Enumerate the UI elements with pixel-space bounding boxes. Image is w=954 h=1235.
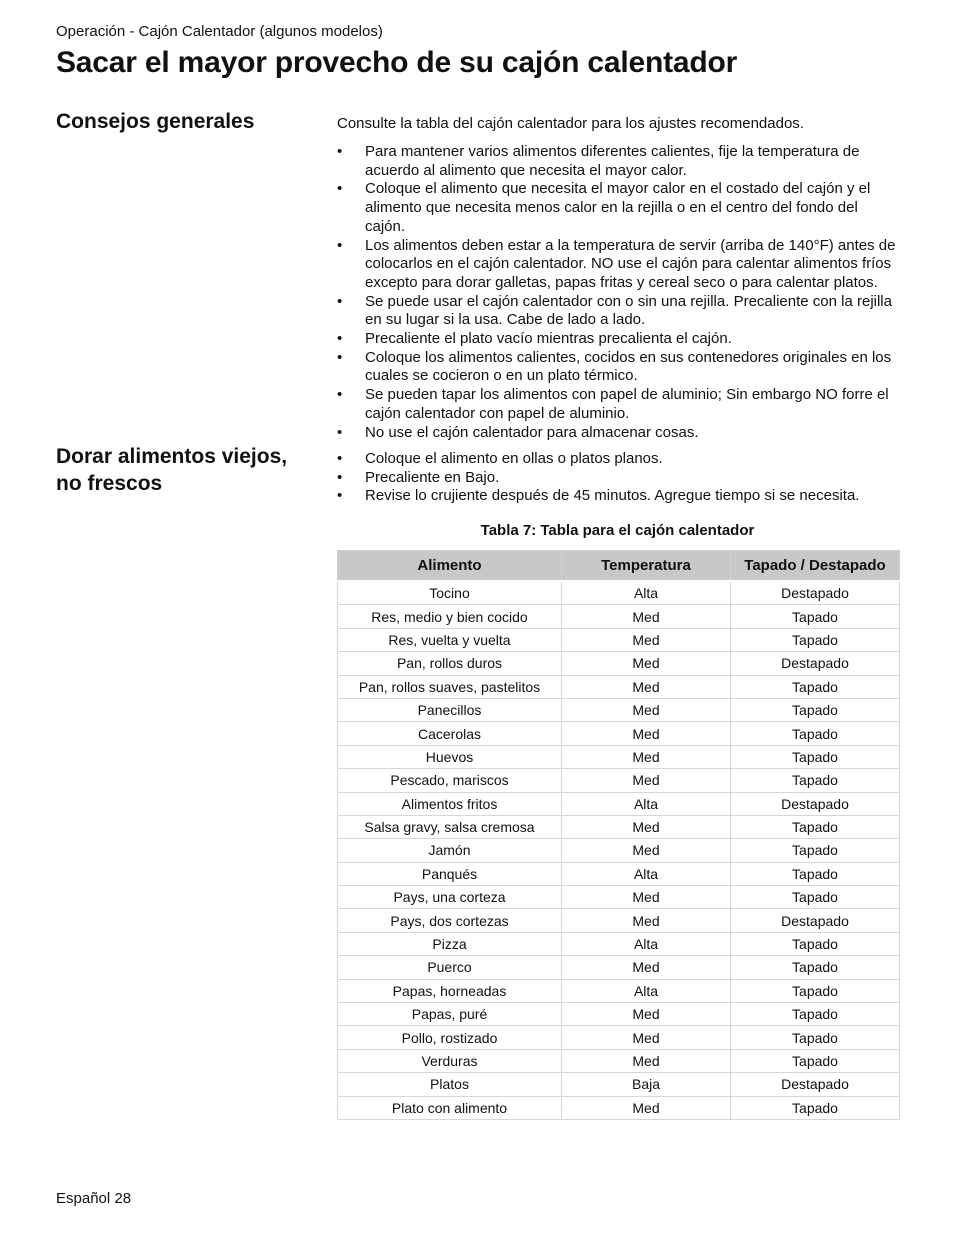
table-cell: Med bbox=[562, 652, 731, 675]
table-cell: Platos bbox=[338, 1073, 562, 1096]
table-cell: Pollo, rostizado bbox=[338, 1026, 562, 1049]
table-cell: Alta bbox=[562, 979, 731, 1002]
table-cell: Tapado bbox=[731, 979, 900, 1002]
table-row bbox=[338, 652, 900, 675]
section-heading-consejos: Consejos generales bbox=[56, 110, 255, 133]
table-row bbox=[338, 956, 900, 979]
table-cell: Med bbox=[562, 769, 731, 792]
table-cell: Med bbox=[562, 722, 731, 745]
column-header-tapado: Tapado / Destapado bbox=[731, 551, 900, 582]
table-row bbox=[338, 675, 900, 698]
table-cell: Destapado bbox=[731, 652, 900, 675]
table-row bbox=[338, 862, 900, 885]
list-item: • Coloque el alimento en ollas o platos planos. bbox=[337, 450, 899, 469]
table-cell: Pescado, mariscos bbox=[338, 769, 562, 792]
table-cell: Tapado bbox=[731, 722, 900, 745]
table-cell: Tapado bbox=[731, 932, 900, 955]
table-cell: Med bbox=[562, 675, 731, 698]
list-item: • Se pueden tapar los alimentos con papel de aluminio; Sin embargo NO forre el cajón calentador con papel de aluminio. bbox=[337, 386, 899, 423]
table-cell: Tapado bbox=[731, 605, 900, 628]
table-cell: Verduras bbox=[338, 1049, 562, 1072]
table-row bbox=[338, 1003, 900, 1026]
table-cell: Tapado bbox=[731, 1026, 900, 1049]
table-cell: Med bbox=[562, 886, 731, 909]
list-item: • Se puede usar el cajón calentador con o sin una rejilla. Precaliente con la rejilla en su lugar si la usa. Cabe de lado a lado. bbox=[337, 293, 899, 330]
table-cell: Pays, una corteza bbox=[338, 886, 562, 909]
running-header: Operación - Cajón Calentador (algunos modelos) bbox=[56, 23, 383, 40]
table-cell: Destapado bbox=[731, 909, 900, 932]
table-cell: Alimentos fritos bbox=[338, 792, 562, 815]
table-row bbox=[338, 909, 900, 932]
table-cell: Pan, rollos suaves, pastelitos bbox=[338, 675, 562, 698]
column-header-temperatura: Temperatura bbox=[562, 551, 731, 582]
table-cell: Baja bbox=[562, 1073, 731, 1096]
list-item: • Coloque los alimentos calientes, cocidos en sus contenedores originales en los cuales se cocieron o en un plato térmico. bbox=[337, 349, 899, 386]
table-cell: Alta bbox=[562, 581, 731, 605]
table-row bbox=[338, 979, 900, 1002]
table-cell: Papas, puré bbox=[338, 1003, 562, 1026]
table-cell: Res, vuelta y vuelta bbox=[338, 628, 562, 651]
table-row bbox=[338, 1096, 900, 1119]
table-row bbox=[338, 628, 900, 651]
column-header-alimento: Alimento bbox=[338, 551, 562, 582]
table-cell: Tapado bbox=[731, 628, 900, 651]
table-cell: Tapado bbox=[731, 698, 900, 721]
table-cell: Res, medio y bien cocido bbox=[338, 605, 562, 628]
table-row bbox=[338, 932, 900, 955]
consejos-list bbox=[337, 143, 899, 442]
table-cell: Tapado bbox=[731, 769, 900, 792]
table-cell: Destapado bbox=[731, 1073, 900, 1096]
table-cell: Plato con alimento bbox=[338, 1096, 562, 1119]
table-row bbox=[338, 698, 900, 721]
table-row bbox=[338, 886, 900, 909]
table-cell: Med bbox=[562, 815, 731, 838]
table-header-row bbox=[338, 551, 900, 582]
table-cell: Panecillos bbox=[338, 698, 562, 721]
table-cell: Med bbox=[562, 839, 731, 862]
page-footer: Español 28 bbox=[56, 1190, 132, 1207]
list-item: • Revise lo crujiente después de 45 minutos. Agregue tiempo si se necesita. bbox=[337, 487, 899, 506]
table-row bbox=[338, 722, 900, 745]
table-cell: Med bbox=[562, 1026, 731, 1049]
warming-drawer-table bbox=[337, 550, 900, 1120]
table-row bbox=[338, 1026, 900, 1049]
table-cell: Med bbox=[562, 745, 731, 768]
table-cell: Papas, horneadas bbox=[338, 979, 562, 1002]
table-cell: Puerco bbox=[338, 956, 562, 979]
table-cell: Alta bbox=[562, 792, 731, 815]
table-cell: Tapado bbox=[731, 1049, 900, 1072]
list-item: • No use el cajón calentador para almacenar cosas. bbox=[337, 424, 899, 443]
table-cell: Tapado bbox=[731, 1003, 900, 1026]
table-cell: Tapado bbox=[731, 675, 900, 698]
section-intro: Consulte la tabla del cajón calentador para los ajustes recomendados. bbox=[337, 115, 804, 132]
list-item: • Para mantener varios alimentos diferentes calientes, fije la temperatura de acuerdo al alimento que necesita el mayor calor. bbox=[337, 143, 899, 180]
list-item: • Los alimentos deben estar a la temperatura de servir (arriba de 140°F) antes de colocarlos en el cajón calentador. NO use el cajón para calentar alimentos fríos excepto para dorar galletas, papas fritas y cereal seco o para calentar platos. bbox=[337, 237, 899, 293]
table-cell: Med bbox=[562, 628, 731, 651]
page-title: Sacar el mayor provecho de su cajón calentador bbox=[56, 46, 738, 79]
table-cell: Pays, dos cortezas bbox=[338, 909, 562, 932]
table-cell: Pizza bbox=[338, 932, 562, 955]
table-row bbox=[338, 792, 900, 815]
table-cell: Tapado bbox=[731, 886, 900, 909]
table-cell: Med bbox=[562, 698, 731, 721]
table-cell: Med bbox=[562, 605, 731, 628]
table-row bbox=[338, 605, 900, 628]
table-cell: Salsa gravy, salsa cremosa bbox=[338, 815, 562, 838]
table-cell: Tapado bbox=[731, 956, 900, 979]
table-cell: Cacerolas bbox=[338, 722, 562, 745]
table-row bbox=[338, 839, 900, 862]
table-cell: Alta bbox=[562, 932, 731, 955]
table-cell: Alta bbox=[562, 862, 731, 885]
table-row bbox=[338, 581, 900, 605]
table-cell: Tocino bbox=[338, 581, 562, 605]
section-heading-dorar: Dorar alimentos viejos, no frescos bbox=[56, 445, 288, 495]
table-cell: Pan, rollos duros bbox=[338, 652, 562, 675]
table-cell: Jamón bbox=[338, 839, 562, 862]
table-cell: Destapado bbox=[731, 792, 900, 815]
table-cell: Panqués bbox=[338, 862, 562, 885]
table-cell: Med bbox=[562, 1049, 731, 1072]
list-item: • Precaliente en Bajo. bbox=[337, 469, 899, 488]
table-row bbox=[338, 769, 900, 792]
list-item: • Precaliente el plato vacío mientras precalienta el cajón. bbox=[337, 330, 899, 349]
list-item: • Coloque el alimento que necesita el mayor calor en el costado del cajón y el alimento que necesita menos calor en la rejilla o en el centro del fondo del cajón. bbox=[337, 180, 899, 236]
table-row bbox=[338, 1073, 900, 1096]
table-cell: Med bbox=[562, 956, 731, 979]
dorar-list bbox=[337, 450, 899, 506]
table-cell: Tapado bbox=[731, 1096, 900, 1119]
table-cell: Tapado bbox=[731, 862, 900, 885]
table-row bbox=[338, 815, 900, 838]
table-cell: Huevos bbox=[338, 745, 562, 768]
table-cell: Tapado bbox=[731, 839, 900, 862]
table-cell: Med bbox=[562, 909, 731, 932]
table-row bbox=[338, 1049, 900, 1072]
table-caption: Tabla 7: Tabla para el cajón calentador bbox=[480, 522, 755, 539]
table-cell: Destapado bbox=[731, 581, 900, 605]
table-body bbox=[338, 581, 900, 1119]
table-cell: Tapado bbox=[731, 745, 900, 768]
table-cell: Tapado bbox=[731, 815, 900, 838]
table-row bbox=[338, 745, 900, 768]
table-cell: Med bbox=[562, 1096, 731, 1119]
table-cell: Med bbox=[562, 1003, 731, 1026]
